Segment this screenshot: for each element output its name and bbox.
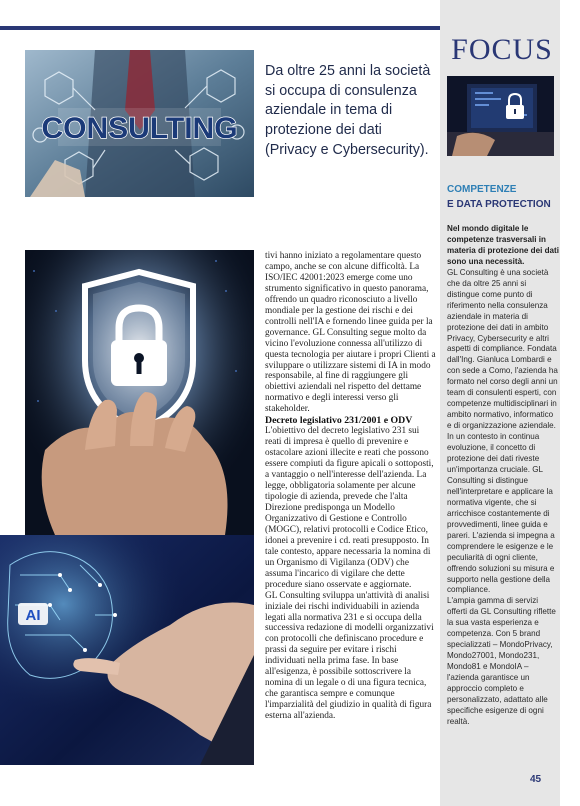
intro-text: Da oltre 25 anni la società si occupa di consulenza aziendale in tema di protezione dei dati (Privacy e Cybersecurity). — [265, 63, 431, 158]
top-rule — [0, 26, 440, 30]
sidebar-body — [447, 224, 559, 728]
sidebar-paragraph: L'ampia gamma di servizi offerti da GL Consulting riflette la sua vasta esperienza e competenza. Con 5 brand specializzati – MondoPrivacy, Mondo27001, Mondo231, Mondo81 e MondoIA – l'azienda garantisce un approccio completo e personalizzato, adattato alle specifiche esigenze di ogni realtà. — [447, 596, 556, 726]
body-paragraph: L'obiettivo del decreto legislativo 231 sui reati di impresa è quello di prevenire e ostacolare azioni illecite e reati che possono essere compiuti da figure apicali o sottoposti, a vantaggio o nell'interesse dell'azienda. La legge, obbligatoria solamente per alcune tipologie di azienda, prevede che l'alta Direzione predisponga un Modello Organizzativo di Gestione e Controllo (MOGC), relativi protocolli e Codice Etico, idonei a prevenire i cd. reati presupposto. In tale contesto, appare necessaria la nomina di un Organismo di Vigilanza (ODV) che assuma l'incarico di vigilare che dette procedure siano osservate e aggiornate. — [265, 426, 434, 590]
consulting-image — [25, 50, 254, 197]
sidebar-paragraph: GL Consulting è una società che da oltre 25 anni si distingue come punto di riferimento nella consulenza aziendale in materia di protezione dei dati in ambito Privacy, Cybersecurity e altri aspetti di compliance. Fondata dall'Ing. Gianluca Lombardi e con sede a Como, l'azienda ha formato nel corso degli anni un team di consulenti esperti, con competenze multidisciplinari in ambito normativo, informatico e di organizzazione aziendale. — [447, 267, 558, 431]
sidebar-heading-line2: E DATA PROTECTION — [447, 199, 551, 210]
sidebar-lead: Nel mondo digitale le competenze trasversali in materia di protezione dei dati sono una necessità. — [447, 224, 559, 266]
sidebar-paragraph: In un contesto in continua evoluzione, il concetto di protezione dei dati riveste un'importanza cruciale. GL Consulting si distingue nell'interpretare e applicare la normativa vigente, che si arricchisce costantemente di provvedimenti, linee guida e pareri. L'azienda si impegna a comprendere le esigenze e le peculiarità di ogni cliente, offrendo soluzioni su misura e supporto nella gestione della compliance. — [447, 432, 555, 595]
section-heading: Decreto legislativo 231/2001 e ODV — [265, 415, 413, 427]
sidebar-heading-line1: COMPETENZE — [447, 184, 517, 195]
shield-lock-image — [25, 250, 254, 535]
lock-screen-image — [447, 76, 554, 156]
ai-hand-image — [0, 535, 254, 765]
article-body — [265, 251, 438, 722]
body-paragraph: GL Consulting sviluppa un'attività di analisi iniziale dei rischi individuabili in azienda legati alla normativa 231 e si occupa della successiva redazione di modelli organizzativi con protocolli che definiscano procedure e prassi da seguire per evitare i rischi individuati nella prima fase. In base all'esigenza, è possibile sottoscrivere la nomina di un legale o di una figura tecnica, che garantisca sempre e comunque l'imparzialità del giudizio in qualità di figura esterna all'azienda. — [265, 590, 434, 722]
body-paragraph: tivi hanno iniziato a regolamentare questo campo, anche se con alcune difficoltà. La ISO/IEC 42001:2023 emerge come uno strumento significativo in questo panorama, offrendo un quadro riconosciuto a livello mondiale per la gestione dei rischi e dei controlli nell'IA e fornendo linee guida per la governance. GL Consulting segue molto da vicino l'evoluzione connessa all'utilizzo di questa tecnologia per aiutare i propri Clienti a sviluppare o utilizzare sistemi di IA in modo responsabile, al fine di raggiungere gli obiettivi aziendali nel rispetto del dettame normativo e degli interessi verso gli stakeholder. — [265, 251, 436, 415]
consulting-word: CONSULTING — [41, 112, 238, 145]
ai-label: AI — [25, 607, 41, 624]
sidebar-heading — [447, 182, 557, 212]
focus-title: FOCUS — [451, 33, 553, 66]
page-number: 45 — [530, 774, 542, 785]
